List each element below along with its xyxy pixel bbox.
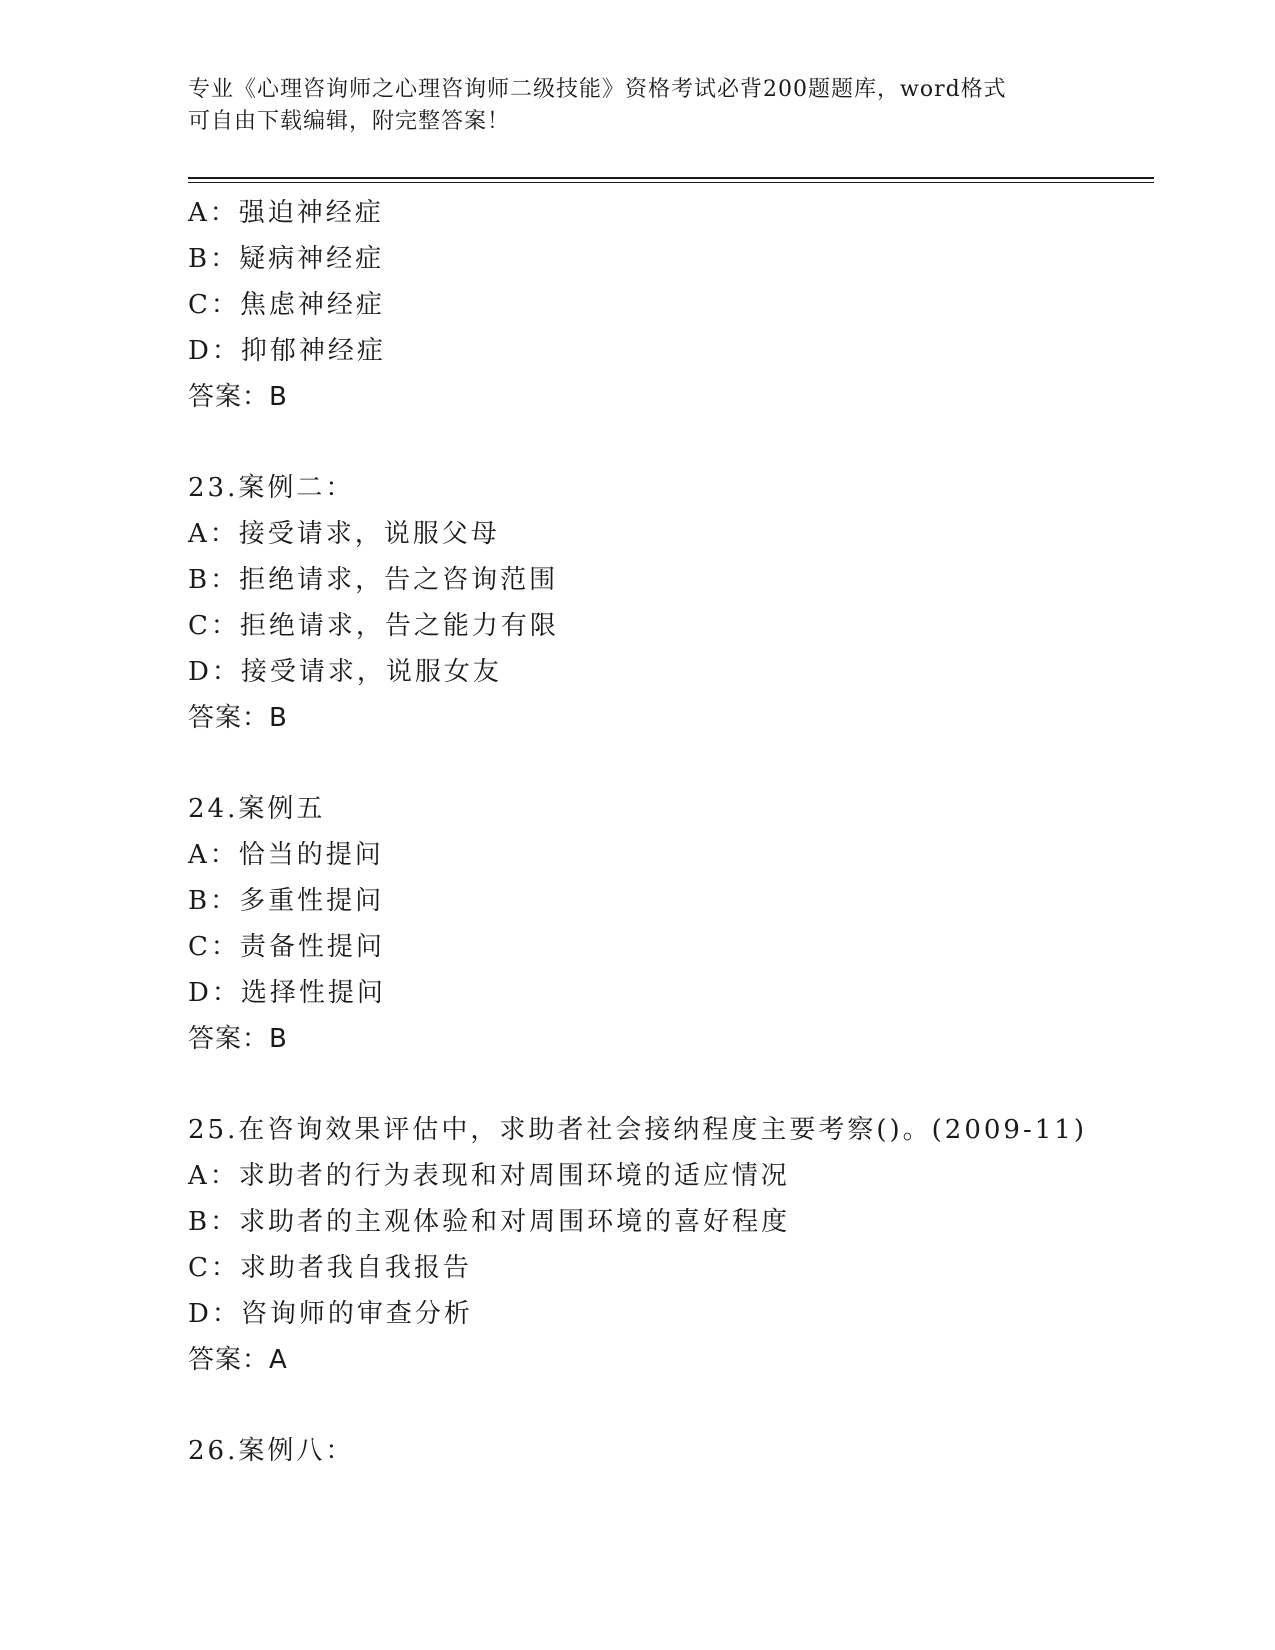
option-a: A：强迫神经症 xyxy=(188,198,384,228)
option-c: C：拒绝请求，告之能力有限 xyxy=(188,611,559,641)
header-line-1: 专业《心理咨询师之心理咨询师二级技能》资格考试必背200题题库，word格式 xyxy=(188,77,1007,102)
question-26 xyxy=(188,1428,1148,1474)
option-a: A：接受请求，说服父母 xyxy=(188,519,500,549)
spacer xyxy=(188,741,1148,786)
question-title: 24.案例五 xyxy=(188,794,326,824)
question-23 xyxy=(188,465,1148,741)
question-22 xyxy=(188,190,1148,420)
option-c: C：求助者我自我报告 xyxy=(188,1253,472,1283)
question-title: 25.在咨询效果评估中，求助者社会接纳程度主要考察()。(2009-11) xyxy=(188,1115,1087,1145)
header-line-2: 可自由下载编辑，附完整答案！ xyxy=(188,109,511,134)
option-d: D：抑郁神经症 xyxy=(188,336,386,366)
option-d: D：选择性提问 xyxy=(188,978,386,1008)
header-divider-thin xyxy=(188,182,1154,183)
question-title: 23.案例二： xyxy=(188,473,355,503)
option-b: B：求助者的主观体验和对周围环境的喜好程度 xyxy=(188,1207,791,1237)
answer-line: 答案：B xyxy=(188,1024,288,1054)
header-divider-thick xyxy=(188,177,1154,179)
document-header xyxy=(188,74,1088,138)
question-title: 26.案例八： xyxy=(188,1436,355,1466)
answer-line: 答案：B xyxy=(188,382,288,412)
option-d: D：接受请求，说服女友 xyxy=(188,657,502,687)
option-b: B：疑病神经症 xyxy=(188,244,385,274)
question-list xyxy=(188,190,1148,1474)
option-c: C：焦虑神经症 xyxy=(188,290,385,320)
option-a: A：恰当的提问 xyxy=(188,840,384,870)
answer-line: 答案：B xyxy=(188,703,288,733)
question-25 xyxy=(188,1107,1148,1383)
answer-line: 答案：A xyxy=(188,1345,288,1375)
spacer xyxy=(188,420,1148,465)
option-b: B：拒绝请求，告之咨询范围 xyxy=(188,565,559,595)
option-d: D：咨询师的审查分析 xyxy=(188,1299,473,1329)
question-24 xyxy=(188,786,1148,1062)
spacer xyxy=(188,1062,1148,1107)
option-b: B：多重性提问 xyxy=(188,886,385,916)
option-c: C：责备性提问 xyxy=(188,932,385,962)
spacer xyxy=(188,1383,1148,1428)
option-a: A：求助者的行为表现和对周围环境的适应情况 xyxy=(188,1161,790,1191)
